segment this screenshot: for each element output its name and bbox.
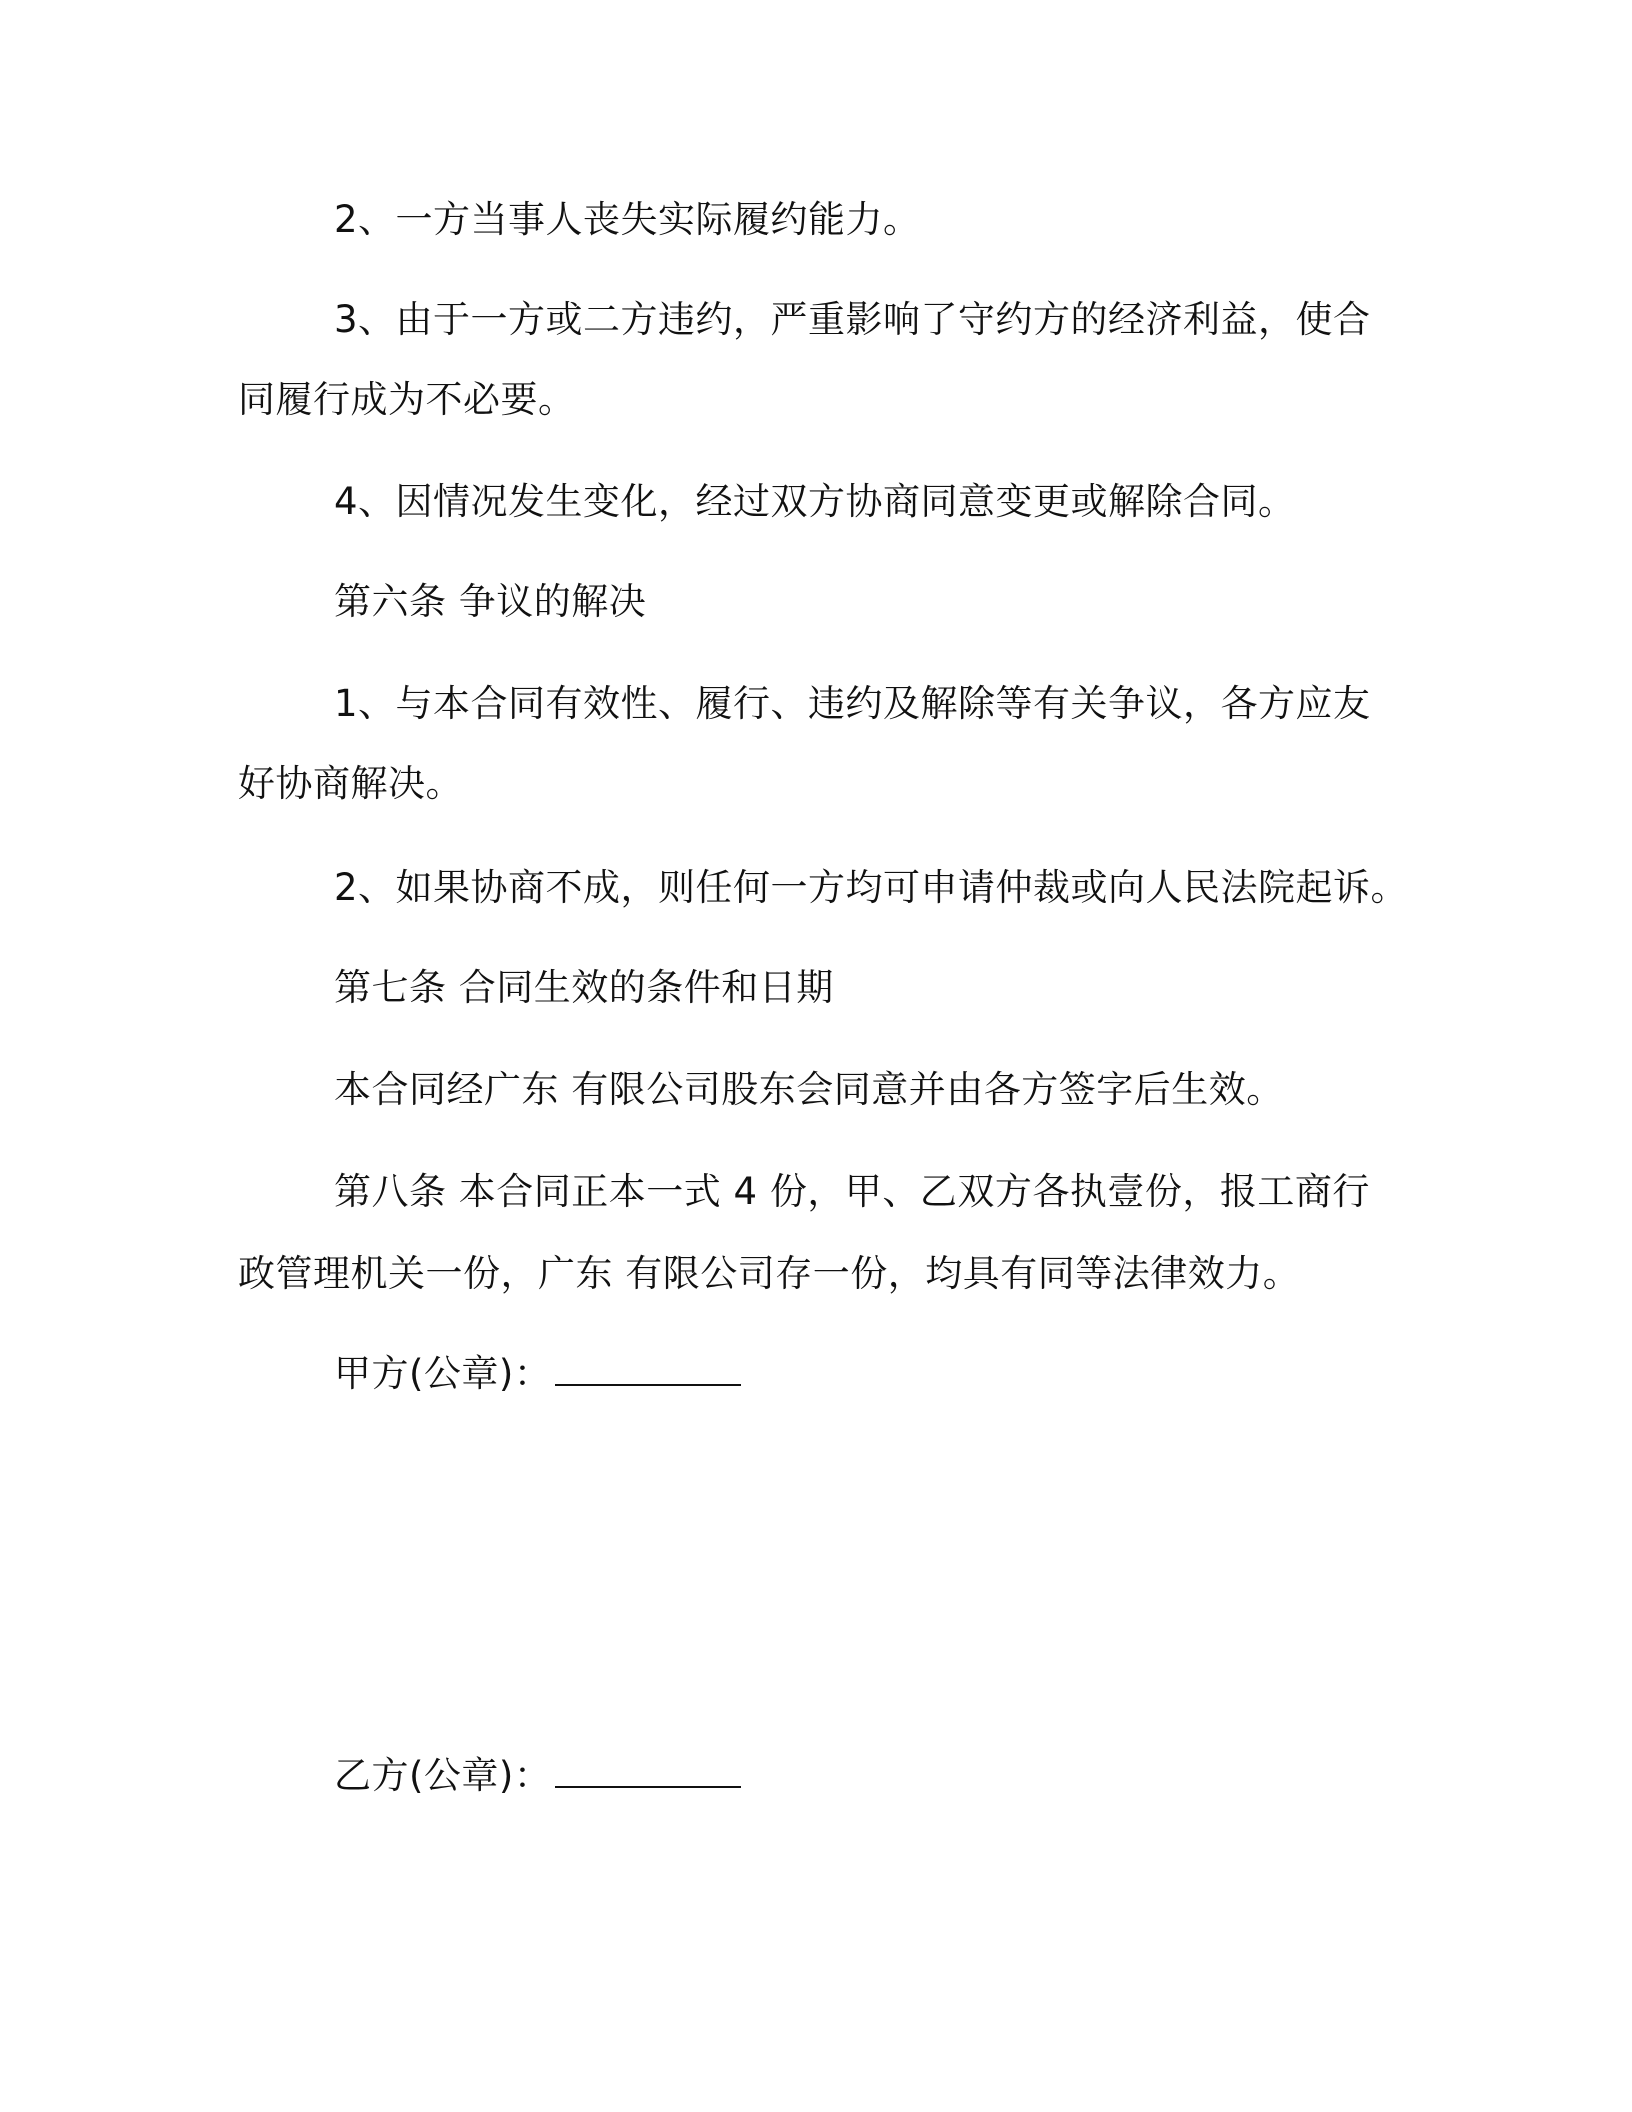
clause-item-4: 4、因情况发生变化，经过双方协商同意变更或解除合同。 [334,480,1296,523]
party-a-signature-blank [555,1350,741,1386]
article-7-heading: 第七条 合同生效的条件和日期 [334,966,834,1009]
party-b-signature [334,1752,741,1800]
article-8-line2: 政管理机关一份，广东 有限公司存一份，均具有同等法律效力。 [238,1252,1301,1295]
clause-item-3-line2: 同履行成为不必要。 [238,378,576,421]
clause-item-2: 2、一方当事人丧失实际履约能力。 [334,198,921,241]
article-6-heading: 第六条 争议的解决 [334,580,647,623]
party-b-label: 乙方(公章)： [334,1754,552,1797]
party-b-signature-blank [555,1752,741,1788]
clause-item-3-line1: 3、由于一方或二方违约，严重影响了守约方的经济利益，使合 [334,298,1371,341]
dispute-item-2: 2、如果协商不成，则任何一方均可申请仲裁或向人民法院起诉。 [334,866,1409,909]
dispute-item-1-line1: 1、与本合同有效性、履行、违约及解除等有关争议，各方应友 [334,682,1371,725]
article-8-line1: 第八条 本合同正本一式 4 份，甲、乙双方各执壹份，报工商行 [334,1170,1370,1213]
effectiveness-clause: 本合同经广东 有限公司股东会同意并由各方签字后生效。 [334,1068,1284,1111]
party-a-signature [334,1350,741,1398]
party-a-label: 甲方(公章)： [334,1352,552,1395]
dispute-item-1-line2: 好协商解决。 [238,762,463,805]
